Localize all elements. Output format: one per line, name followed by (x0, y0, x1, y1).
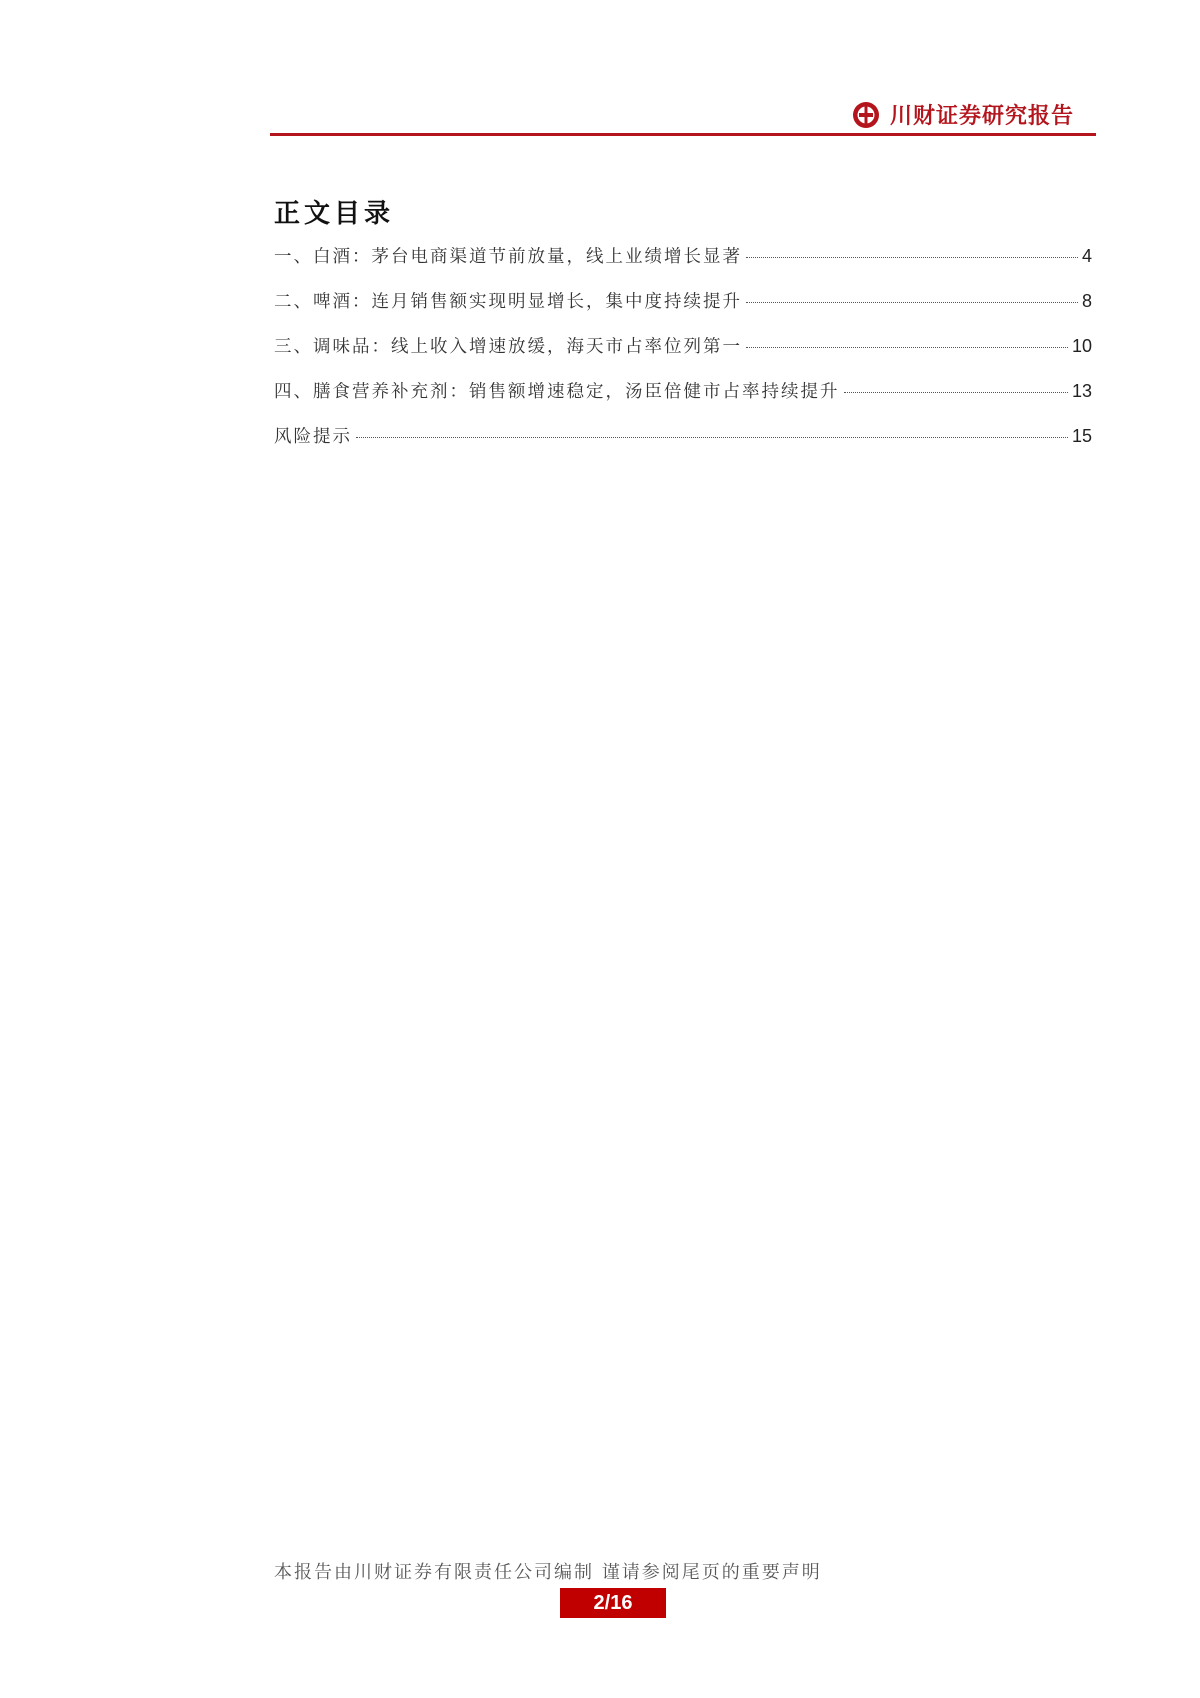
brand-block (852, 99, 1074, 130)
toc-dot-leader (844, 392, 1068, 393)
toc-dot-leader (746, 257, 1078, 258)
toc-title: 正文目录 (274, 199, 395, 229)
toc-entry[interactable] (274, 378, 1092, 423)
toc-entry-title: 四、膳食营养补充剂：销售额增速稳定，汤臣倍健市占率持续提升 (274, 382, 840, 402)
toc-entry-page: 10 (1071, 336, 1092, 356)
toc-entry-title: 一、白酒：茅台电商渠道节前放量，线上业绩增长显著 (274, 247, 742, 267)
toc-dot-leader (746, 347, 1068, 348)
toc-entry-page: 8 (1081, 291, 1092, 311)
toc-entry[interactable] (274, 333, 1092, 378)
toc-entry[interactable] (274, 288, 1092, 333)
brand-name: 川财证券研究报告 (890, 104, 1075, 129)
toc-entry-title: 风险提示 (274, 427, 352, 447)
header-divider (270, 133, 1096, 136)
chuancai-logo-icon (852, 101, 880, 129)
toc-entry-title: 二、啤酒：连月销售额实现明显增长，集中度持续提升 (274, 292, 742, 312)
toc-list (274, 243, 1092, 468)
toc-dot-leader (746, 302, 1078, 303)
toc-dot-leader (356, 437, 1068, 438)
toc-entry[interactable] (274, 423, 1092, 468)
toc-entry-title: 三、调味品：线上收入增速放缓，海天市占率位列第一 (274, 337, 742, 357)
footer-disclaimer: 本报告由川财证券有限责任公司编制 谨请参阅尾页的重要声明 (274, 1562, 822, 1583)
toc-entry[interactable] (274, 243, 1092, 288)
page-number-badge: 2/16 (560, 1588, 666, 1618)
toc-entry-page: 4 (1081, 246, 1092, 266)
toc-entry-page: 15 (1071, 426, 1092, 446)
toc-entry-page: 13 (1071, 381, 1092, 401)
